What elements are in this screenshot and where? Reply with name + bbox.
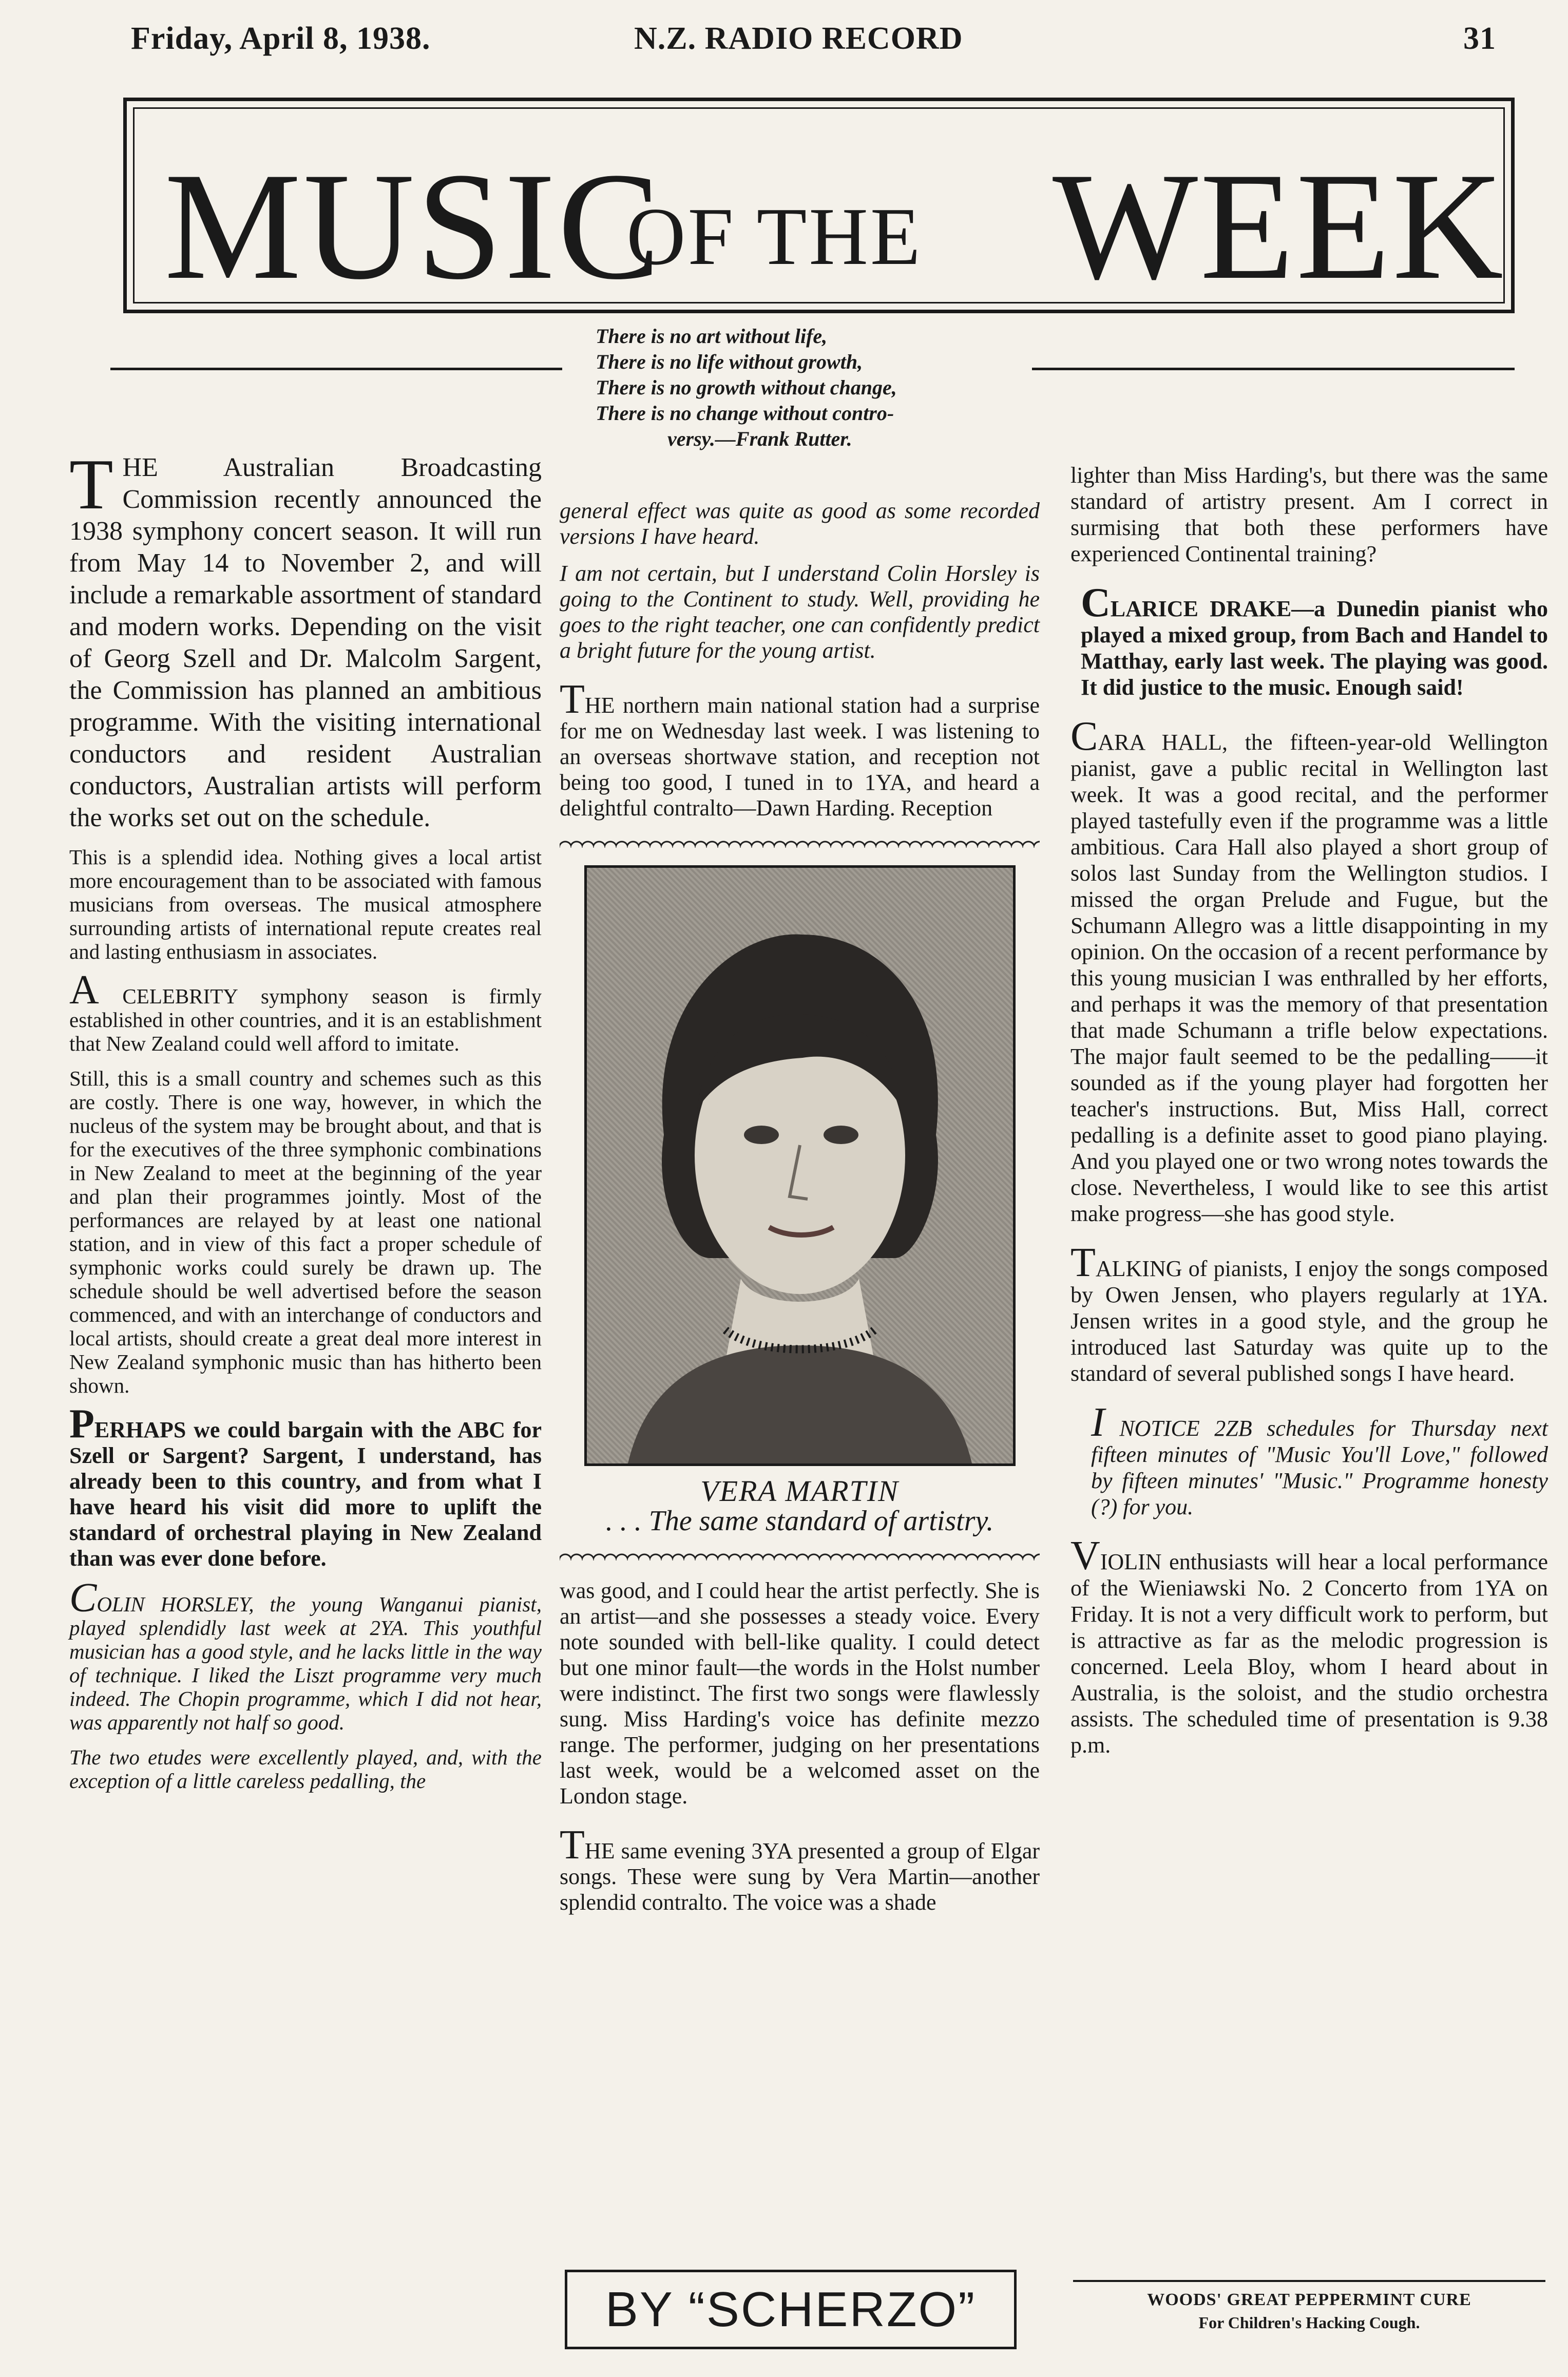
epigraph-line: There is no art without life,	[596, 325, 828, 348]
section-initial: C	[69, 1575, 97, 1621]
author-byline: BY “SCHERZO”	[565, 2270, 1017, 2349]
masthead-word-of-the: OF THE	[626, 191, 923, 282]
portrait-figure	[587, 868, 1013, 1463]
lede-text: HE Australian Broadcasting Commission recently announced the 1938 symphony concert season. It will run from May 14 to November 2, and will include a remarkable assortment of standard and modern works. Depending on the visit of Georg Szell and Dr. Malcolm Sargent, the Commission has planned an ambitious programme. With the visiting international conductors and resident Australian conductors, Australian artists will perform the works set out on the schedule.	[69, 453, 542, 832]
paragraph	[1070, 714, 1548, 1227]
drop-cap: T	[69, 445, 113, 524]
epigraph-line: There is no life without growth,	[596, 350, 863, 373]
paragraph-text: CELEBRITY symphony season is firmly established in other countries, and it is an establishment that New Zealand could well afford to imitate.	[69, 984, 542, 1055]
publication-name: N.Z. RADIO RECORD	[634, 21, 963, 56]
paragraph-bold	[1070, 580, 1548, 700]
paragraph-text: ARA HALL, the fifteen-year-old Wellington pianist, gave a public recital in Wellington last week. It was a good recital, and the performer played tastefully even if the programme was a little ambitious. Cara Hall also played a short group of solos last Sunday from the Wellington studios. I missed the organ Prelude and Fugue, but the Schumann Allegro was a little disappointing in my opinion. On the occasion of a recent performance by this young musician I was enthralled by her efforts, and perhaps it was the memory of that presentation that made Schumann a trifle below expectations. The major fault seemed to be the pedalling——it sounded as if the young player had forgotten her teacher's instructions. But, Miss Hall, correct pedalling is a definite asset to good piano playing. And you played one or two wrong notes towards the close. Nevertheless, I would like to see this artist make progress—she has good style.	[1070, 730, 1548, 1226]
photo-caption-subtitle: . . . The same standard of artistry.	[605, 1505, 994, 1537]
paragraph-text: ALKING of pianists, I enjoy the songs composed by Owen Jensen, who players regularly at 1YA. Jensen writes in a good style, and the group he introduced last Saturday was quite up to the standard of several published songs I have heard.	[1070, 1256, 1548, 1386]
column-1	[69, 445, 542, 1804]
section-initial: T	[560, 677, 585, 722]
paragraph: lighter than Miss Harding's, but there was the same standard of artistry present. Am I correct in surmising that both these performers have experienced Continental training?	[1070, 463, 1548, 566]
masthead-rule-left	[110, 368, 562, 370]
paragraph	[1070, 1240, 1548, 1386]
epigraph-line: There is no change without contro-	[596, 402, 894, 425]
column-2	[560, 498, 1040, 1927]
paragraph-text: OLIN HORSLEY, the young Wanganui pianist, played splendidly last week at 2YA. This youthful musician has a good style, and he lacks little in the way of technique. I liked the Liszt programme very much indeed. The Chopin programme, which I did not hear, was apparently not half so good.	[69, 1592, 542, 1734]
portrait-photo	[584, 865, 1016, 1466]
paragraph-text: NOTICE 2ZB schedules for Thursday next fifteen minutes of "Music You'll Love," followed by fifteen minutes' "Music." Programme honesty (?) for you.	[1091, 1416, 1548, 1519]
paragraph	[1070, 1533, 1548, 1758]
paragraph-text: HE same evening 3YA presented a group of Elgar songs. These were sung by Vera Martin—another splendid contralto. The voice was a shade	[560, 1838, 1040, 1915]
page-number: 31	[1463, 21, 1496, 56]
issue-date: Friday, April 8, 1938.	[131, 21, 431, 56]
section-initial: T	[560, 1822, 585, 1868]
paragraph-italic	[1070, 1400, 1548, 1520]
epigraph-attribution: versy.—Frank Rutter.	[667, 427, 852, 450]
section-initial: C	[1070, 714, 1098, 759]
masthead-word-music: MUSIC	[164, 141, 663, 311]
ornamental-rule	[560, 1549, 1040, 1561]
paragraph: Still, this is a small country and schemes such as this are costly. There is one way, however, in which the nucleus of the system may be brought about, and that is for the executives of the three symphonic combinations in New Zealand to meet at the beginning of the year and plan their programmes jointly. Most of the performances are relayed by at least one national station, and in view of this fact a proper schedule of symphonic works could surely be drawn up. The schedule should be well advertised before the season commenced, and with an interchange of conductors and local artists, should create a great deal more interest in New Zealand symphonic music than has hitherto been shown.	[69, 1067, 542, 1397]
masthead-rule-right	[1032, 368, 1515, 370]
article-lede	[69, 445, 542, 834]
masthead-word-week: WEEK	[1053, 141, 1506, 311]
section-initial: I	[1091, 1400, 1105, 1445]
paragraph-bold	[69, 1401, 542, 1571]
paragraph-text: IOLIN enthusiasts will hear a local performance of the Wieniawski No. 2 Concerto from 1YA on Friday. It is not a very difficult work to perform, but is attractive as far as the melodic progression is concerned. Leela Bloy, whom I heard about in Australia, is the soloist, and the studio orchestra assists. The scheduled time of presentation is 9.38 p.m.	[1070, 1549, 1548, 1758]
column-3	[1070, 462, 1548, 1770]
paragraph-text: LARICE DRAKE—a Dunedin pianist who played a mixed group, from Bach and Handel to Matthay, early last week. The playing was good. It did justice to the music. Enough said!	[1081, 596, 1548, 700]
section-initial: V	[1070, 1533, 1100, 1579]
paragraph-italic	[69, 1575, 542, 1734]
paragraph-text: ERHAPS we could bargain with the ABC for Szell or Sargent? Sargent, I understand, has already been to this country, and from what I have heard his visit did more to uplift the standard of orchestral playing in New Zealand than was ever done before.	[69, 1417, 542, 1571]
advert-tagline: For Children's Hacking Cough.	[1198, 2313, 1420, 2332]
advert-headline: WOODS' GREAT PEPPERMINT CURE	[1147, 2290, 1471, 2309]
section-initial: A	[69, 967, 99, 1013]
paragraph	[560, 677, 1040, 821]
paragraph-italic: general effect was quite as good as some recorded versions I have heard.	[560, 498, 1040, 549]
photo-caption-name: VERA MARTIN	[700, 1474, 899, 1508]
paragraph: was good, and I could hear the artist perfectly. She is an artist—and she possesses a steady voice. Every note sounded with bell-like quality. I could detect but one minor fault—the words in the Holst number were indistinct. The first two songs were flawlessly sung. Miss Harding's voice has definite mezzo range. The performer, judging on her presentations last week, would be a welcomed asset on the London stage.	[560, 1578, 1040, 1809]
epigraph-line: There is no growth without change,	[596, 376, 897, 399]
paragraph	[69, 967, 542, 1055]
paragraph-text: HE northern main national station had a surprise for me on Wednesday last week. I was listening to an overseas shortwave station, and reception not being too good, I tuned in to 1YA, and heard a delightful contralto—Dawn Harding. Reception	[560, 693, 1040, 821]
paragraph: This is a splendid idea. Nothing gives a local artist more encouragement than to be associated with famous musicians from overseas. The musical atmosphere surrounding artists of international repute creates real and lasting enthusiasm in associates.	[69, 845, 542, 963]
advert-rule	[1073, 2280, 1545, 2282]
section-initial: C	[1081, 580, 1111, 625]
epigraph	[596, 324, 1058, 452]
ornamental-rule	[560, 836, 1040, 848]
paragraph-italic: I am not certain, but I understand Colin Horsley is going to the Continent to study. Well, providing he goes to the right teacher, one can confidently predict a bright future for the young artist.	[560, 561, 1040, 663]
paragraph-italic: The two etudes were excellently played, and, with the exception of a little careless pedalling, the	[69, 1745, 542, 1793]
paragraph	[560, 1822, 1040, 1915]
section-initial: T	[1070, 1240, 1096, 1285]
section-initial: P	[69, 1401, 94, 1447]
